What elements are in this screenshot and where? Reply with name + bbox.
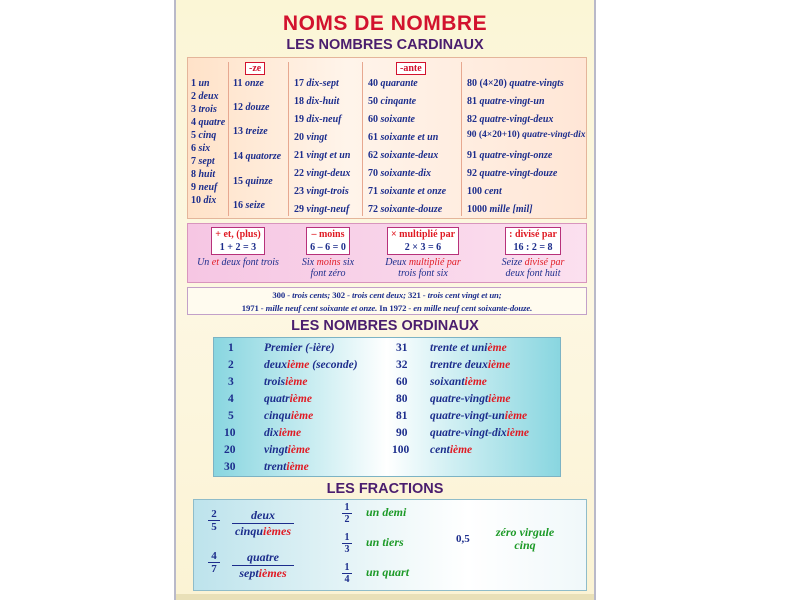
table-row: trentre deuxième [430,359,511,371]
suffix-ante-badge: -ante [396,62,426,75]
table-row: cinquième [264,410,314,422]
list-item: 50 cinqante [368,96,417,107]
table-row: soixantième [430,376,487,388]
list-item: 61 soixante et un [368,132,439,143]
list-item: 17 dix-sept [294,78,339,89]
table-row: 32 [396,359,408,371]
table-row: deuxième (seconde) [264,359,358,371]
page-title: NOMS DE NOMBRE [282,12,488,35]
operation-plus: + et, (plus) 1 + 2 = 3 Un et deux font trois [197,229,279,268]
fraction-1-2: 1 2 [342,502,352,525]
list-item: 72 soixante-douze [368,204,443,215]
fraction-4-7-words: quatre septièmes [232,550,294,581]
operation-divide: : divisé par 16 : 2 = 8 Seize divisé par deux font huit [501,229,565,279]
list-item: 14 quatorze [233,151,282,162]
operations-panel [187,223,587,283]
ordinal-title: LES NOMBRES ORDINAUX [291,318,479,334]
operation-multiply: × multiplié par 2 × 3 = 6 Deux multiplié par trois font six [385,229,461,279]
list-item: 82 quatre-vingt-deux [467,114,554,125]
list-item: 20 vingt [294,132,328,143]
ordinal-panel [213,337,561,477]
operation-minus: – moins 6 – 6 = 0 Six moins six font zéro [301,229,355,279]
list-item: 12 douze [233,102,270,113]
table-row: Premier (-ière) [264,342,335,354]
decimal-words: zéro virgule cinq [495,525,555,552]
list-item: 7 sept [191,156,215,167]
fraction-4-7: 4 7 [208,550,220,575]
table-row: 81 [396,410,408,422]
column-divider [461,62,462,216]
list-item: 5 cinq [191,130,217,141]
fractions-panel [193,499,587,591]
table-row: 31 [396,342,408,354]
fraction-1-4-words: un quart [366,565,410,579]
list-item: 60 soixante [368,114,415,125]
table-row: 3 [228,376,234,388]
example-note: 300 - trois cents; 302 - trois cent deux; 321 - trois cent vingt et un; 1971 - mille neuf cent soixante et onze. In 1972 - en mille neuf cent soixante-douze. [187,287,587,315]
table-row: centième [430,444,473,456]
list-item: 19 dix-neuf [294,114,342,125]
table-row: trentième [264,461,309,473]
footer-strip [176,594,594,600]
list-item: 6 six [191,143,211,154]
table-row: quatre-vingt-dixième [430,427,530,439]
table-row: 30 [224,461,236,473]
list-item: 91 quatre-vingt-onze [467,150,553,161]
table-row: 100 [392,444,410,456]
list-item: 29 vingt-neuf [294,204,350,215]
table-row: 10 [224,427,236,439]
list-item: 2 deux [191,91,219,102]
list-item: 13 treize [233,126,268,137]
table-row: 4 [228,393,234,405]
list-item: 3 trois [191,104,217,115]
list-item: 21 vingt et un [294,150,351,161]
fraction-1-4: 1 4 [342,562,352,585]
list-item: 10 dix [191,195,217,206]
fraction-2-5-words: deux cinquièmes [232,508,294,539]
list-item: 23 vingt-trois [294,186,349,197]
list-item: 15 quinze [233,176,273,187]
list-item: 100 cent [467,186,502,197]
column-divider [288,62,289,216]
column-divider [362,62,363,216]
list-item: 18 dix-huit [294,96,340,107]
list-item: 40 quarante [368,78,418,89]
table-row: troisième [264,376,308,388]
table-row: 5 [228,410,234,422]
table-row: 90 [396,427,408,439]
table-row: 2 [228,359,234,371]
poster [174,0,596,600]
cardinal-panel [187,57,587,219]
table-row: vingtième [264,444,310,456]
fractions-title: LES FRACTIONS [326,481,444,497]
list-item: 8 huit [191,169,216,180]
list-item: 80 (4×20) quatre-vingts [467,78,564,89]
table-row: trente et unième [430,342,507,354]
decimal-value: 0,5 [456,533,470,545]
list-item: 1000 mille [mil] [467,204,533,215]
list-item: 16 seize [233,200,265,211]
list-item: 9 neuf [191,182,218,193]
list-item: 81 quatre-vingt-un [467,96,545,107]
fraction-1-3-words: un tiers [366,535,404,549]
column-divider [228,62,229,216]
table-row: 1 [228,342,234,354]
list-item: 92 quatre-vingt-douze [467,168,558,179]
list-item: 70 soixante-dix [368,168,432,179]
list-item: 71 soixante et onze [368,186,447,197]
table-row: dixième [264,427,302,439]
fraction-1-3: 1 3 [342,532,352,555]
table-row: 20 [224,444,236,456]
cardinal-title: LES NOMBRES CARDINAUX [286,37,484,53]
fraction-2-5: 2 5 [208,508,220,533]
list-item: 4 quatre [191,117,226,128]
suffix-ze-badge: -ze [245,62,265,75]
fraction-1-2-words: un demi [366,505,407,519]
list-item: 22 vingt-deux [294,168,351,179]
table-row: quatrième [264,393,312,405]
list-item: 90 (4×20+10) quatre-vingt-dix [467,130,586,140]
table-row: quatre-vingtième [430,393,511,405]
table-row: 80 [396,393,408,405]
table-row: quatre-vingt-unième [430,410,528,422]
list-item: 11 onze [233,78,264,89]
list-item: 62 soixante-deux [368,150,439,161]
table-row: 60 [396,376,408,388]
list-item: 1 un [191,78,210,89]
